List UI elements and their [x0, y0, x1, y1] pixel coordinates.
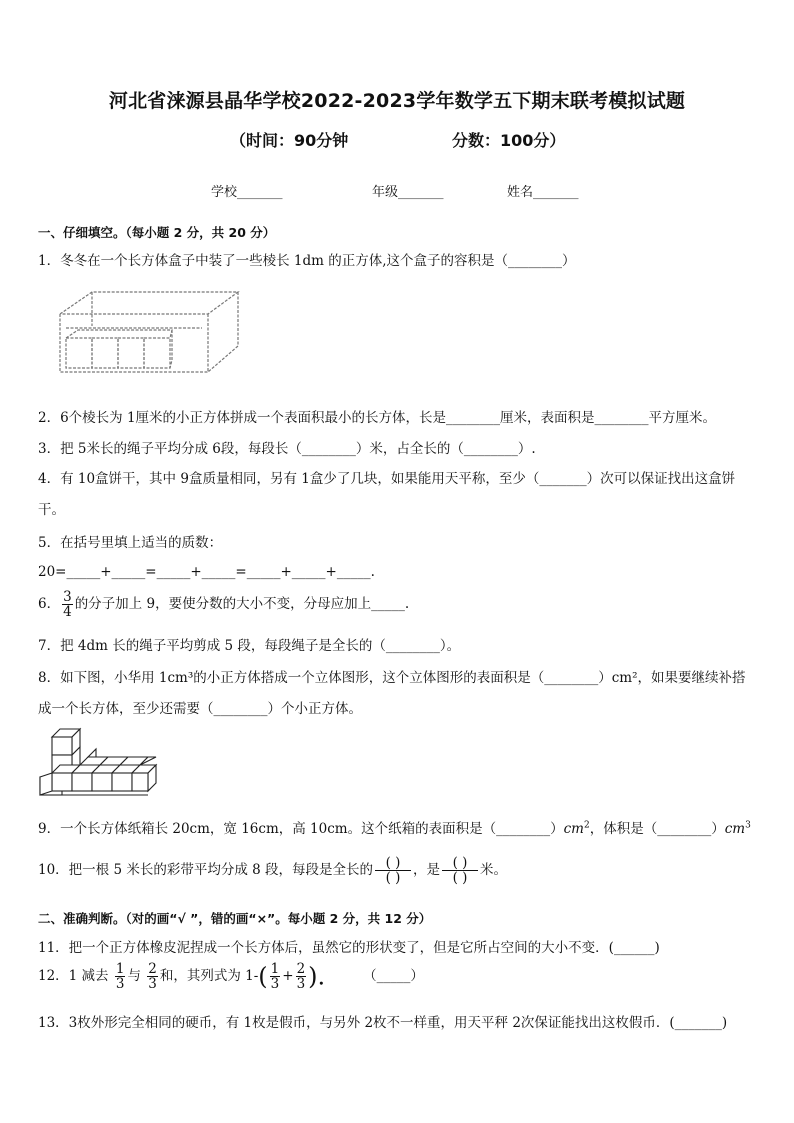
fraction-1-3 [270, 962, 281, 991]
question-8-line-1: 8．如下图，小华用 1cm³的小正方体搭成一个立体图形，这个立体图形的表面积是（________）cm²，如果要继续补搭 [38, 670, 746, 686]
question-10 [38, 856, 507, 885]
question-10-text-c: 米。 [480, 862, 508, 879]
question-12 [38, 962, 424, 991]
blank-denominator: ( ) [452, 870, 468, 887]
fraction-numerator: 2 [296, 961, 306, 977]
question-7: 7．把 4dm 长的绳子平均剪成 5 段，每段绳子是全长的（________）。 [38, 638, 461, 654]
page-title: 河北省涞源县晶华学校2022-2023学年数学五下期末联考模拟试题 [108, 90, 686, 112]
question-4-line-2: 干。 [38, 502, 65, 518]
fraction-2-3 [296, 962, 307, 991]
question-10-text-b: ，是 [413, 862, 441, 879]
blank-fraction [375, 856, 411, 885]
fraction-denominator: 3 [270, 976, 280, 993]
cubes-figure [38, 727, 160, 799]
question-5-line-1: 5．在括号里填上适当的质数： [38, 535, 223, 551]
question-13: 13．3枚外形完全相同的硬币，有 1枚是假币，与另外 2枚不一样重，用天平秤 2次保证能找出这枚假币．(_______) [38, 1015, 728, 1031]
fraction-numerator: 1 [270, 961, 280, 977]
question-6-number: 6． [38, 596, 61, 613]
question-1: 1．冬冬在一个长方体盒子中装了一些棱长 1dm 的正方体,这个盒子的容积是（________） [38, 253, 576, 269]
question-5-line-2: 20=_____+_____=_____+_____=_____+_____+_____. [38, 564, 375, 580]
unit-exponent: 3 [745, 820, 751, 831]
unit-exponent: 2 [583, 820, 590, 831]
answer-blank: （_____） [363, 968, 424, 985]
fraction-numerator: 3 [63, 589, 72, 605]
question-6 [38, 590, 409, 619]
blank-numerator: ( ) [442, 856, 478, 871]
school-field: 学校_______ [211, 185, 283, 200]
question-8-line-2: 成一个长方体，至少还需要（________）个小正方体。 [38, 701, 362, 717]
fraction-denominator: 3 [296, 976, 306, 993]
fraction-denominator: 3 [148, 976, 157, 993]
fraction-numerator: 1 [115, 961, 125, 977]
exam-time: （时间：90分钟 [230, 131, 349, 150]
exam-score: 分数：100分） [452, 131, 566, 150]
section1-heading: 一、仔细填空。（每小题 2 分，共 20 分） [38, 225, 276, 240]
fraction-3-4 [62, 590, 73, 619]
question-12-text-a: 12．1 减去 [38, 968, 109, 985]
close-paren: ). [308, 962, 326, 991]
question-9-text-a: 9．一个长方体纸箱长 20cm，宽 16cm，高 10cm。这个纸箱的表面积是（________） [38, 821, 564, 837]
word-with: 与 [127, 968, 141, 985]
question-4-line-1: 4．有 10盒饼干，其中 9盒质量相同，另有 1盒少了几块，如果能用天平称，至少（_______）次可以保证找出这盒饼 [38, 471, 736, 487]
fraction-denominator: 3 [115, 976, 125, 993]
question-10-text-a: 10．把一根 5 米长的彩带平均分成 8 段，每段是全长的 [38, 862, 374, 879]
blank-numerator: ( ) [375, 856, 411, 871]
grade-field: 年级_______ [372, 185, 444, 200]
open-paren: ( [258, 962, 268, 991]
question-2: 2．6个棱长为 1厘米的小正方体拼成一个表面积最小的长方体，长是________厘米，表面积是________平方厘米。 [38, 410, 717, 426]
fraction-numerator: 2 [148, 961, 157, 977]
blank-fraction [442, 856, 478, 885]
fraction-denominator: 4 [63, 604, 72, 621]
question-11: 11．把一个正方体橡皮泥捏成一个长方体后，虽然它的形状变了，但是它所占空间的大小不变．(______) [38, 940, 660, 956]
question-9 [38, 817, 751, 837]
section2-heading: 二、准确判断。（对的画“√ ”，错的画“×”。每小题 2 分，共 12 分） [38, 911, 432, 926]
blank-denominator: ( ) [385, 870, 401, 887]
unit-cm: cm [563, 821, 584, 837]
question-3: 3．把 5米长的绳子平均分成 6段，每段长（________）米，占全长的（________）. [38, 441, 536, 457]
plus-sign: + [282, 968, 294, 985]
question-6-text: 的分子加上 9，要使分数的大小不变，分母应加上_____. [74, 596, 410, 613]
fraction-2-3 [147, 962, 158, 991]
fraction-1-3 [115, 962, 126, 991]
name-field: 姓名_______ [507, 185, 579, 200]
box-figure [52, 288, 242, 374]
unit-cm: cm [724, 821, 746, 837]
question-9-text-b: ，体积是（________） [589, 821, 725, 837]
question-12-text-b: 和，其列式为 1- [159, 968, 259, 985]
